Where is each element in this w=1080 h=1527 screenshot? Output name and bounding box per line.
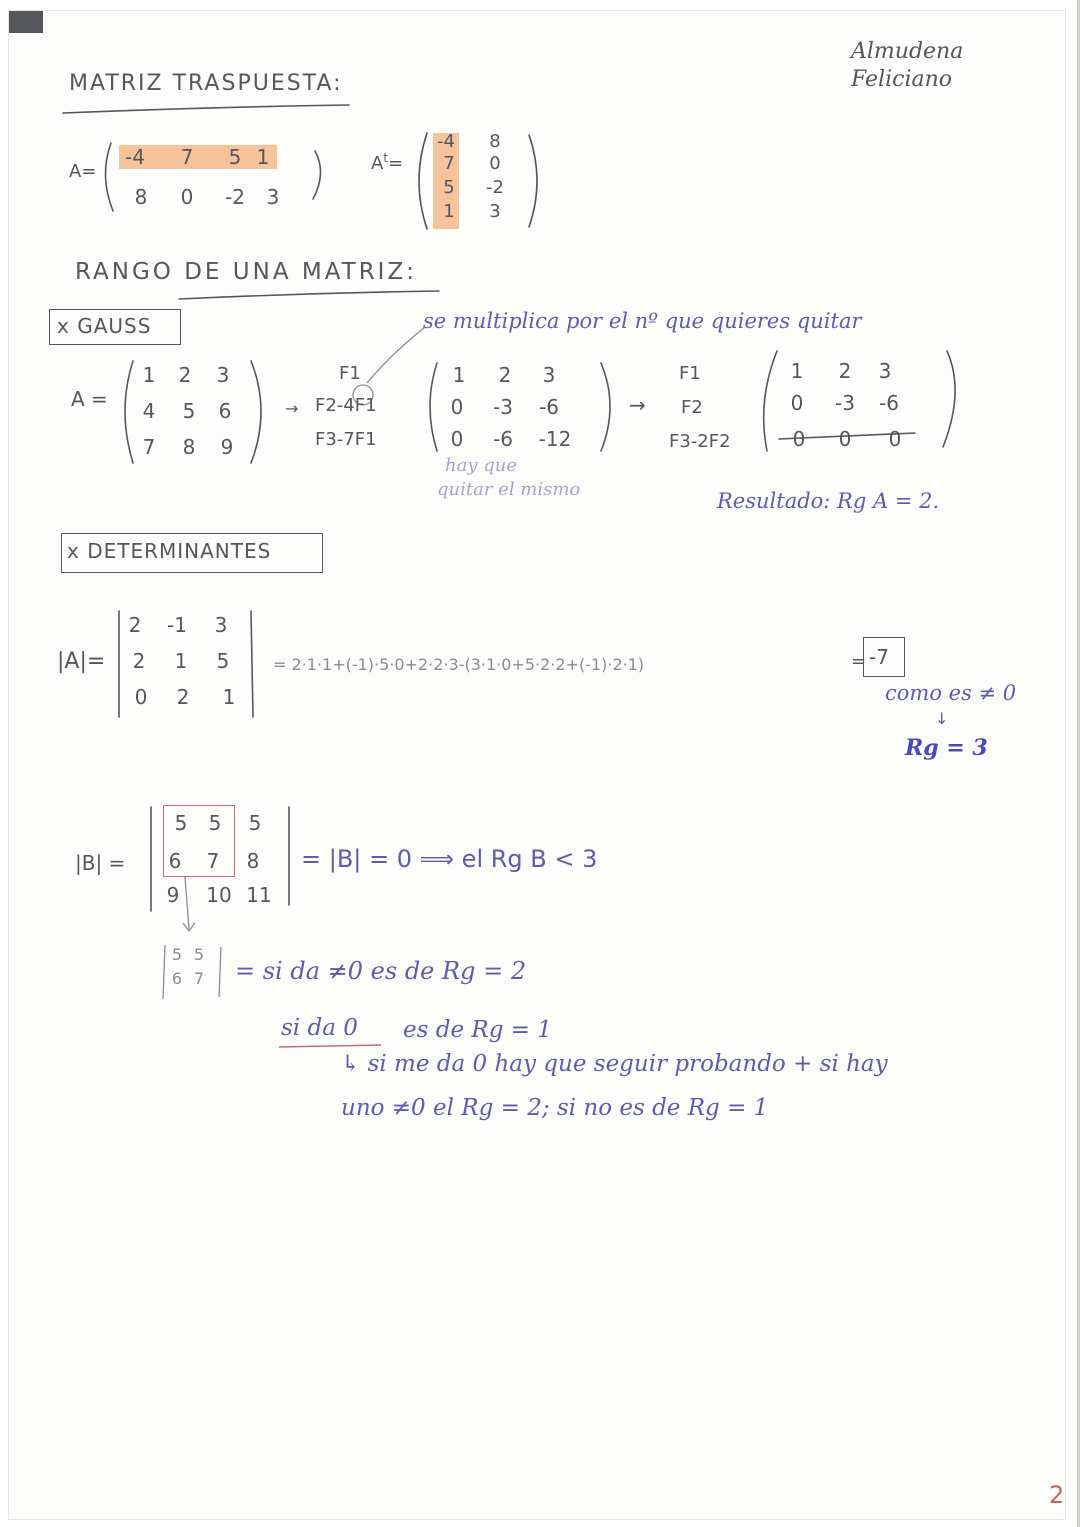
matrix-at-letter: A (371, 153, 384, 174)
gauss-arrow-1: → (285, 399, 299, 418)
matrix-a-cell: 5 (228, 145, 242, 169)
gauss-m2-cell: 0 (838, 427, 852, 451)
det-a-rg3: Rg = 3 (905, 735, 988, 761)
matrix-a-cell: -2 (225, 185, 245, 209)
gauss-m1-cell: 0 (450, 427, 464, 451)
det-a-cell: 1 (174, 649, 188, 673)
minor-text: = si da ≠0 es de Rg = 2 (235, 957, 527, 985)
det-a-cell: -1 (167, 613, 187, 637)
matrix-at-cell: 5 (443, 177, 455, 198)
gauss-op-row3: F3-7F1 (315, 429, 377, 450)
gauss-a-cell: 8 (182, 435, 196, 459)
matrix-at-cell: -4 (437, 131, 455, 152)
matrix-a-cell: 0 (180, 185, 194, 209)
matrix-at-cell: 0 (489, 153, 501, 174)
gauss-a-cell: 4 (142, 399, 156, 423)
gauss-m1-cell: 1 (452, 363, 466, 387)
minor-cell: 5 (193, 945, 205, 964)
det-b-cell: 10 (206, 883, 232, 907)
gauss-arrow-2: → (629, 393, 646, 417)
gauss-label: x GAUSS (57, 314, 152, 338)
gauss-op2-row3: F3-2F2 (669, 431, 731, 452)
gauss-m1-cell: 0 (450, 395, 464, 419)
gauss-m1-cell: 2 (498, 363, 512, 387)
gauss-op-row2: F2-4F1 (315, 395, 377, 416)
gauss-m2-cell: -6 (879, 391, 899, 415)
gauss-a-cell: 1 (142, 363, 156, 387)
det-b-cell: 5 (208, 811, 222, 835)
matrix-at-cell: -2 (486, 177, 504, 198)
gauss-op2-row2: F2 (681, 397, 703, 418)
det-a-cell: 0 (134, 685, 148, 709)
gauss-note: se multiplica por el nº que quieres quitar (423, 309, 862, 333)
det-a-expansion: = 2·1·1+(-1)·5·0+2·2·3-(3·1·0+5·2·2+(-1)·2·1) (273, 655, 645, 674)
det-b-cell: 5 (248, 811, 262, 835)
gauss-result: Resultado: Rg A = 2. (717, 489, 940, 513)
note-line-2: uno ≠0 el Rg = 2; si no es de Rg = 1 (341, 1095, 769, 1121)
det-b-cell: 5 (174, 811, 188, 835)
gauss-a-cell: 9 (220, 435, 234, 459)
matrix-at-equals: = (388, 153, 404, 174)
det-a-cell: 2 (176, 685, 190, 709)
determinantes-label: x DETERMINANTES (67, 539, 272, 563)
page-number: 2 (1049, 1481, 1065, 1509)
gauss-a-cell: 7 (142, 435, 156, 459)
gauss-m1-cell: -6 (539, 395, 559, 419)
gauss-m2-cell: -3 (835, 391, 855, 415)
matrix-at-cell: 3 (489, 201, 501, 222)
gauss-a-cell: 5 (182, 399, 196, 423)
gauss-a-cell: 3 (216, 363, 230, 387)
gauss-m1-cell: -6 (493, 427, 513, 451)
section-title-traspuesta: MATRIZ TRASPUESTA: (69, 71, 343, 96)
det-a-label: |A|= (57, 649, 106, 674)
det-a-como: como es ≠ 0 (885, 681, 1017, 705)
minor-cell: 5 (171, 945, 183, 964)
det-a-cell: 1 (222, 685, 236, 709)
gauss-a-cell: 2 (178, 363, 192, 387)
matrix-a-cell: 3 (266, 185, 280, 209)
zero-underline (9, 11, 1065, 1519)
matrix-at-cell: 7 (443, 153, 455, 174)
gauss-m2-cell: 0 (792, 427, 806, 451)
det-a-cell: 2 (132, 649, 146, 673)
gauss-a-label: A = (71, 387, 108, 411)
gauss-m1-cell: 3 (542, 363, 556, 387)
det-b-cell: 11 (246, 883, 272, 907)
matrix-a-cell: 7 (180, 145, 194, 169)
gauss-a-cell: 6 (218, 399, 232, 423)
matrix-at-cell: 8 (489, 131, 501, 152)
minor-cell: 7 (193, 969, 205, 988)
matrix-a-label: A= (69, 161, 97, 182)
note-line-1: ↳ si me da 0 hay que seguir probando + si hay (341, 1051, 888, 1077)
gauss-m2-cell: 0 (790, 391, 804, 415)
matrix-at-cell: 1 (443, 201, 455, 222)
det-a-result: -7 (869, 645, 889, 669)
matrix-a-cell: 1 (256, 145, 270, 169)
minor-cell: 6 (171, 969, 183, 988)
gauss-m1-cell: -12 (538, 427, 572, 451)
gauss-op2-row1: F1 (679, 363, 701, 384)
author-last-name: Feliciano (851, 67, 953, 92)
zero-text: es de Rg = 1 (403, 1017, 552, 1043)
det-b-label: |B| = (75, 851, 126, 875)
gauss-note2-line2: quitar el mismo (437, 479, 581, 500)
gauss-m1-cell: -3 (493, 395, 513, 419)
det-a-cell: 3 (214, 613, 228, 637)
gauss-m2-cell: 3 (878, 359, 892, 383)
det-b-cell: 8 (246, 849, 260, 873)
matrix-a-cell: 8 (134, 185, 148, 209)
matrix-at-superscript: t (383, 151, 389, 165)
section-title-rango: RANGO DE UNA MATRIZ: (75, 259, 417, 285)
det-b-cell: 6 (168, 849, 182, 873)
det-a-down-arrow: ↓ (935, 709, 949, 728)
det-a-cell: 2 (128, 613, 142, 637)
gauss-m2-cell: 2 (838, 359, 852, 383)
gauss-m2-cell: 0 (888, 427, 902, 451)
author-first-name: Almudena (851, 39, 964, 64)
zero-label: si da 0 (281, 1015, 358, 1041)
det-b-cell: 7 (206, 849, 220, 873)
det-a-equals: = (851, 651, 867, 672)
gauss-note2-line1: hay que (445, 455, 517, 476)
notebook-page (8, 10, 1066, 1520)
gauss-op-row1: F1 (339, 363, 361, 384)
det-a-cell: 5 (216, 649, 230, 673)
det-b-result: = |B| = 0 ⟹ el Rg B < 3 (301, 845, 598, 873)
gauss-m2-cell: 1 (790, 359, 804, 383)
det-b-cell: 9 (166, 883, 180, 907)
matrix-a-cell: -4 (125, 145, 145, 169)
